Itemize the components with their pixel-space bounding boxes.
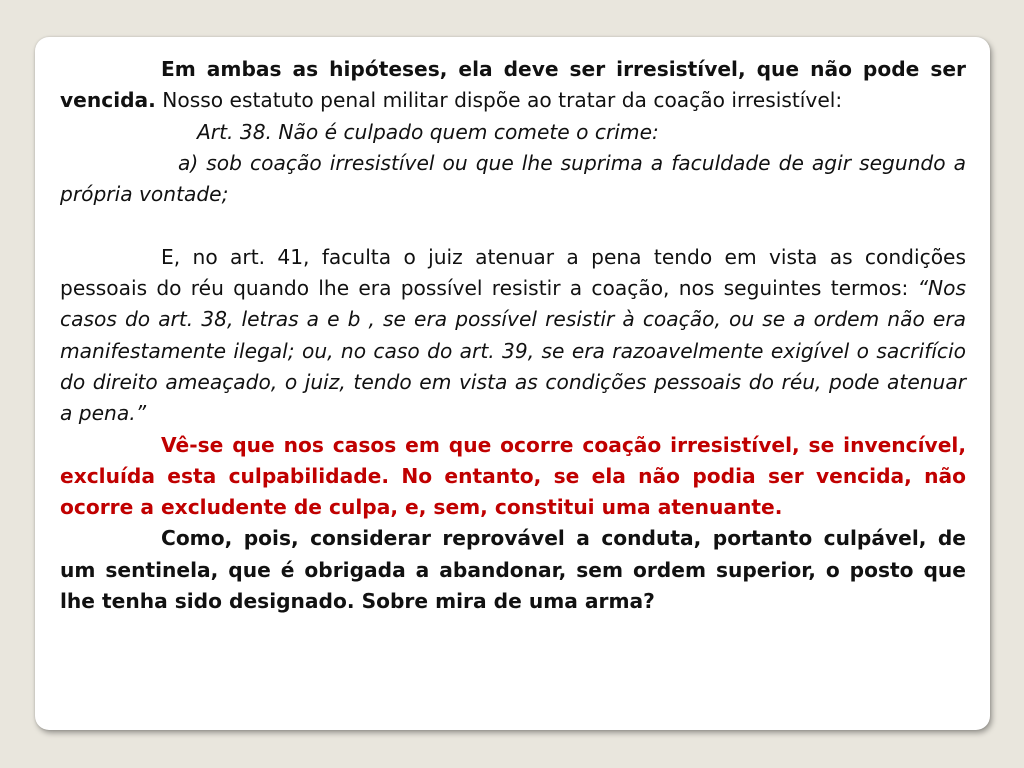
paragraph-article-41 (60, 242, 966, 430)
article-title: Art. 38. Não é culpado quem comete o crime: (197, 119, 659, 144)
paragraph-question: Como, pois, considerar reprovável a conduta, portanto culpável, de um sentinela, que é obrigada a abandonar, sem ordem superior, o posto que lhe tenha sido designado. Sobre mira de uma arma? (60, 526, 966, 614)
blank-line (60, 210, 966, 241)
slide-card (35, 37, 990, 730)
slide-text-body (60, 54, 966, 617)
intro-normal-text: Nosso estatuto penal militar dispõe ao tratar da coação irresistível: (155, 88, 843, 113)
article-item: a) sob coação irresistível ou que lhe suprima a faculdade de agir segundo a própria vontade; (60, 150, 966, 207)
article-41-quote: “Nos casos do art. 38, letras a e b , se era possível resistir à coação, ou se a ordem não era manifestamente ilegal; ou, no caso do art. 39, se era razoavelmente exigível o sacrifício do direito ameaçado, o juiz, tendo em vista as condições pessoais do réu, pode atenuar a pena.” (60, 276, 966, 426)
article-41-text: E, no art. 41, faculta o juiz atenuar a pena tendo em vista as condições pessoais do réu quando lhe era possível resistir a coação, nos seguintes termos: (60, 244, 966, 301)
intro-bold-text: Em ambas as hipóteses, ela deve ser irresistível, que não pode ser vencida. (60, 57, 966, 113)
paragraph-conclusion-highlight: Vê-se que nos casos em que ocorre coação irresistível, se invencível, excluída esta culpabilidade. No entanto, se ela não podia ser vencida, não ocorre a excludente de culpa, e, sem, constitui uma atenuante. (60, 432, 966, 520)
paragraph-intro (60, 54, 966, 117)
